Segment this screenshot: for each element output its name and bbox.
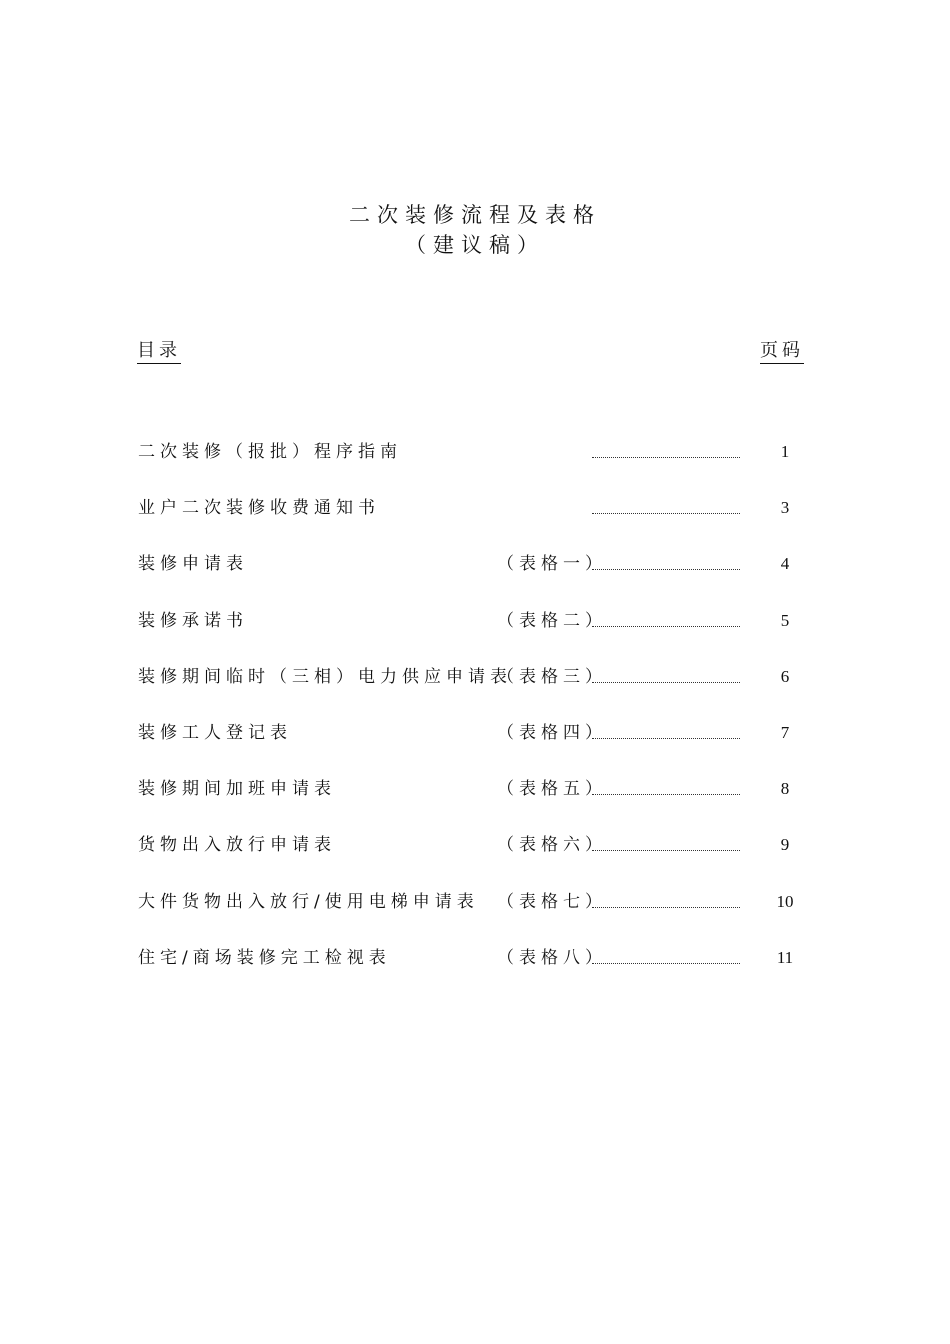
toc-entry-page: 7 [780, 722, 790, 742]
toc-entry[interactable] [0, 552, 950, 608]
toc-entry-page: 11 [776, 947, 794, 967]
toc-entry-page: 3 [780, 498, 790, 518]
dot-leader [592, 682, 740, 683]
toc-entry-form: （表格六） [497, 835, 607, 856]
toc-entry-title: 装修期间临时（三相）电力供应申请表 [138, 666, 512, 687]
dot-leader [592, 457, 740, 458]
dot-leader [592, 513, 740, 514]
toc-entry-form: （表格二） [497, 610, 607, 631]
toc-entry-title: 二次装修（报批）程序指南 [138, 442, 402, 462]
dot-leader [592, 738, 740, 739]
toc-entry[interactable] [0, 721, 950, 777]
toc-entry-page: 5 [780, 610, 790, 630]
toc-entry-form: （表格四） [497, 722, 607, 743]
toc-entry[interactable] [0, 609, 950, 665]
toc-entry-form: （表格七） [497, 891, 607, 912]
toc-entry-title: 装修期间加班申请表 [138, 779, 336, 800]
toc-entry[interactable] [0, 777, 950, 833]
toc-entry-page: 1 [780, 442, 790, 461]
toc-entry-title: 货物出入放行申请表 [138, 835, 336, 856]
dot-leader [592, 963, 740, 964]
toc-entry-form: （表格五） [497, 779, 607, 800]
toc-entry-page: 9 [780, 835, 790, 855]
toc-entry-page: 10 [776, 891, 794, 911]
dot-leader [592, 626, 740, 627]
toc-entry-page: 6 [780, 666, 790, 686]
toc-entry-title: 装修申请表 [138, 554, 248, 575]
dot-leader [592, 850, 740, 851]
toc-entry[interactable] [0, 665, 950, 721]
document-title: 二次装修流程及表格 [349, 203, 601, 227]
toc-entry-title: 大件货物出入放行/使用电梯申请表 [138, 891, 479, 912]
toc-entry-title: 住宅/商场装修完工检视表 [138, 947, 391, 968]
toc-entry[interactable] [0, 833, 950, 889]
toc-entry-form: （表格一） [497, 554, 607, 575]
toc-entry-form: （表格三） [497, 666, 607, 687]
toc-entry[interactable] [0, 890, 950, 946]
toc-entry-page: 8 [780, 779, 790, 799]
toc-entry[interactable] [0, 496, 950, 552]
dot-leader [592, 907, 740, 908]
toc-contents-heading: 目录 [137, 340, 181, 364]
dot-leader [592, 794, 740, 795]
toc-entry-title: 装修工人登记表 [138, 722, 292, 743]
table-of-contents [0, 440, 950, 1002]
dot-leader [592, 569, 740, 570]
toc-page-heading: 页码 [760, 340, 804, 364]
toc-entry-title: 业户二次装修收费通知书 [138, 498, 380, 519]
toc-entry[interactable] [0, 440, 950, 496]
document-subtitle: （建议稿） [405, 233, 545, 257]
toc-entry[interactable] [0, 946, 950, 1002]
toc-entry-form: （表格八） [497, 947, 607, 968]
toc-entry-page: 4 [780, 554, 790, 574]
title-block [0, 200, 950, 260]
toc-entry-title: 装修承诺书 [138, 610, 248, 631]
